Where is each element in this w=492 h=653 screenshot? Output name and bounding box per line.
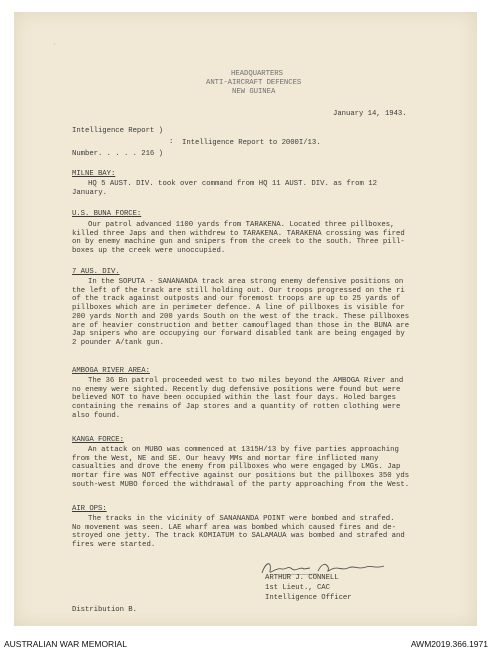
- report-colon: :: [169, 138, 174, 146]
- signatory-name: ARTHUR J. CONNELL: [265, 574, 339, 582]
- signatory-role: Intelligence Officer: [265, 594, 352, 602]
- air-ops-line: fires were started.: [72, 541, 156, 550]
- distribution: Distribution B.: [72, 606, 137, 614]
- paper-mark: ˊ: [52, 43, 58, 53]
- milne-bay-body: [72, 180, 378, 197]
- footer-accession-number: AWM2019.366.1971: [410, 639, 488, 649]
- us-buna-line: killed three Japs and then withdrew to TARAKENA. TARAKENA crossing was fired: [72, 229, 405, 238]
- report-label: Intelligence Report ): [72, 127, 163, 135]
- amboga-body: [72, 377, 403, 421]
- us-buna-body: [72, 221, 405, 256]
- air-ops-line: No movement was seen. LAE wharf area was bombed which caused fires and de-: [72, 523, 397, 532]
- amboga-line: no enemy were sighted. Recently dug defensive positions were found but were: [72, 385, 401, 394]
- aus-div-line: of the track against outposts and our foremost troops are up to 25 yards of: [72, 295, 401, 304]
- milne-bay-heading: MILNE BAY:: [72, 170, 116, 178]
- kanga-line: An attack on MUBO was commenced at 1315H/13 by five parties approaching: [88, 446, 399, 454]
- aus-div-line: In the SOPUTA - SANANANDA track area strong enemy defensive positions on: [88, 278, 404, 286]
- aus-div-line: are of heavier construction and better camouflaged than those in the BUNA are: [72, 321, 410, 330]
- signatory-rank: 1st Lieut., CAC: [265, 584, 330, 592]
- air-ops-line: stroyed one jetty. The track KOMIATUM to SALAMAUA was bombed and strafed and: [72, 532, 405, 541]
- us-buna-heading: U.S. BUNA FORCE:: [72, 210, 142, 218]
- kanga-line: south-west MUBO forced the withdrawal of the party approaching from the West.: [72, 480, 410, 489]
- footer-institution: AUSTRALIAN WAR MEMORIAL: [4, 639, 127, 649]
- report-number: Number. . . . . 216 ): [72, 150, 163, 158]
- amboga-line: believed NOT to have been occupied within the last four days. Holed barges: [72, 394, 397, 403]
- us-buna-line: Our patrol advanced 1100 yards from TARAKENA. Located three pillboxes,: [88, 221, 395, 229]
- kanga-line: mortar fire was NOT effective against our positions but the pillboxes 350 yds: [72, 472, 410, 481]
- header-line2: ANTI-AIRCRAFT DEFENCES: [206, 79, 302, 87]
- milne-bay-line: January.: [72, 188, 108, 197]
- report-date: January 14, 1943.: [333, 110, 407, 118]
- amboga-heading: AMBOGA RIVER AREA:: [72, 367, 150, 375]
- us-buna-line: boxes up the creek were unoccupied.: [72, 247, 226, 256]
- kanga-heading: KANGA FORCE:: [72, 436, 124, 444]
- amboga-line: The 36 Bn patrol proceeded west to two miles beyond the AMBOGA River and: [88, 377, 404, 385]
- amboga-line: also found.: [72, 411, 121, 420]
- aus-div-heading: 7 AUS. DIV.: [72, 268, 120, 276]
- report-title: Intelligence Report to 2000I/13.: [182, 139, 321, 147]
- air-ops-heading: AIR OPS:: [72, 505, 107, 513]
- aus-div-line: pillboxes which are in perimeter defence. A line of pillboxes is visible for: [72, 304, 405, 313]
- aus-div-line: 200 yards North and 200 yards South on the west of the track. These pillboxes: [72, 312, 410, 321]
- aus-div-line: 2 pounder A/tank gun.: [72, 338, 164, 347]
- aus-div-line: the left of the track are still holding out. Our troops progressed on the ri: [72, 286, 405, 295]
- archive-footer: [0, 638, 492, 653]
- amboga-line: containing the remains of Jap stores and a quantity of rotten clothing were: [72, 403, 401, 412]
- kanga-line: casualties and drove the enemy from pillboxes who were engaged by LMGs. Jap: [72, 463, 401, 472]
- milne-bay-line: HQ 5 AUST. DIV. took over command from HQ 11 AUST. DIV. as from 12: [88, 180, 378, 188]
- air-ops-line: The tracks in the vicinity of SANANANDA POINT were bombed and strafed.: [88, 515, 395, 523]
- aus-div-line: Jap snipers who are occupying our forward disabled tank are being engaged by: [72, 330, 405, 339]
- header-line1: HEADQUARTERS: [231, 70, 283, 78]
- kanga-line: from the West, NE and SE. Our heavy MMs and mortar fire inflicted many: [72, 454, 379, 463]
- air-ops-body: [72, 515, 405, 550]
- header-line3: NEW GUINEA: [232, 88, 276, 96]
- kanga-body: [72, 446, 409, 490]
- aus-div-body: [72, 278, 409, 348]
- us-buna-line: on by enemy machine gun and snipers from the creek to the south. Three pill-: [72, 238, 405, 247]
